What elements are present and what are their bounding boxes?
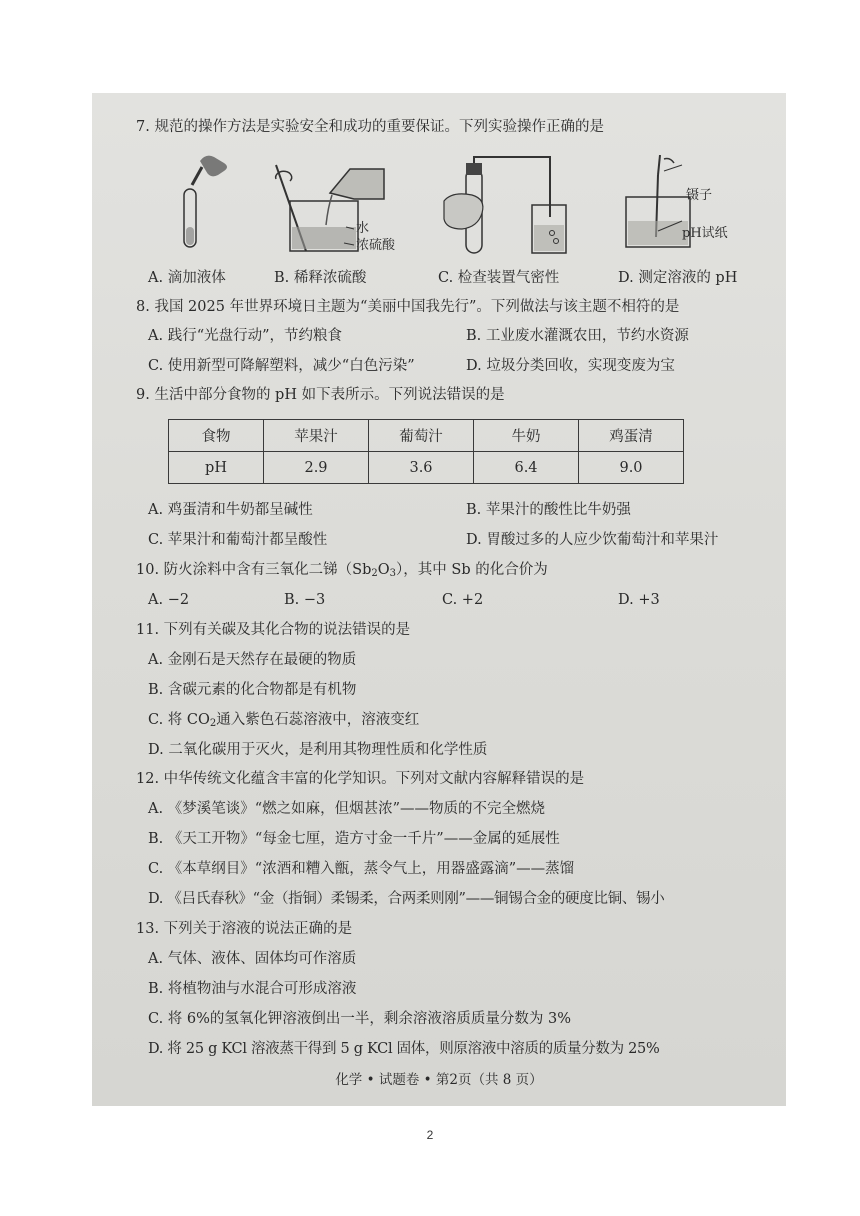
q9-option-d: D. 胃酸过多的人应少饮葡萄汁和苹果汁 <box>466 532 719 548</box>
q11-option-a: A. 金刚石是天然存在最硬的物质 <box>148 652 357 668</box>
label-tweezers: 镊子 <box>686 188 713 203</box>
q13-option-b: B. 将植物油与水混合可形成溶液 <box>148 981 357 997</box>
subscript: 2 <box>371 568 378 579</box>
exam-page-photo <box>92 93 786 1106</box>
subscript: 2 <box>209 718 217 729</box>
table-cell: 鸡蛋清 <box>579 420 684 452</box>
q13-option-d: D. 将 25 g KCl 溶液蒸干得到 5 g KCl 固体，则原溶液中溶质的质量分数为 25% <box>148 1041 660 1057</box>
figure-dropping-liquid <box>176 151 246 251</box>
label-water: 水 <box>356 221 370 236</box>
q10-stem-part: O <box>377 562 390 578</box>
q12-option-b: B. 《天工开物》“每金七厘，造方寸金一千片”——金属的延展性 <box>148 831 560 847</box>
table-cell: 牛奶 <box>474 420 579 452</box>
table-cell: 2.9 <box>264 452 369 484</box>
page-footer: 化学 • 试题卷 • 第2页（共 8 页） <box>335 1072 543 1088</box>
q7-option-b: B. 稀释浓硫酸 <box>274 270 367 286</box>
q11-option-c-part: C. 将 CO <box>148 712 210 728</box>
q10-option-a: A. −2 <box>148 592 190 608</box>
q10-option-d: D. +3 <box>618 592 660 608</box>
q9-option-c: C. 苹果汁和葡萄汁都呈酸性 <box>148 532 328 548</box>
q11-option-d: D. 二氧化碳用于灭火，是利用其物理性质和化学性质 <box>148 742 488 758</box>
table-header-row <box>169 420 684 452</box>
q10-option-c: C. +2 <box>442 592 484 608</box>
q11-option-c <box>148 711 419 729</box>
table-row <box>169 452 684 484</box>
q13-option-c: C. 将 6%的氢氧化钾溶液倒出一半，剩余溶液溶质质量分数为 3% <box>148 1011 572 1027</box>
q8-option-c: C. 使用新型可降解塑料，减少“白色污染” <box>148 358 415 374</box>
q12-stem: 12. 中华传统文化蕴含丰富的化学知识。下列对文献内容解释错误的是 <box>136 771 585 787</box>
q9-stem: 9. 生活中部分食物的 pH 如下表所示。下列说法错误的是 <box>136 387 505 403</box>
q11-stem: 11. 下列有关碳及其化合物的说法错误的是 <box>136 622 411 638</box>
figure-airtightness-check <box>440 155 568 259</box>
q9-option-b: B. 苹果汁的酸性比牛奶强 <box>466 502 631 518</box>
table-cell: 葡萄汁 <box>369 420 474 452</box>
table-cell: 6.4 <box>474 452 579 484</box>
q8-option-b: B. 工业废水灌溉农田，节约水资源 <box>466 328 689 344</box>
q9-option-a: A. 鸡蛋清和牛奶都呈碱性 <box>148 502 313 518</box>
q10-option-b: B. −3 <box>284 592 326 608</box>
table-cell: pH <box>169 452 264 484</box>
table-cell: 9.0 <box>579 452 684 484</box>
q10-stem <box>136 561 548 579</box>
q13-stem: 13. 下列关于溶液的说法正确的是 <box>136 921 353 937</box>
table-cell: 3.6 <box>369 452 474 484</box>
q10-stem-part: 10. 防火涂料中含有三氧化二锑（Sb <box>136 562 372 578</box>
q7-stem: 7. 规范的操作方法是实验安全和成功的重要保证。下列实验操作正确的是 <box>136 119 604 135</box>
table-cell: 苹果汁 <box>264 420 369 452</box>
label-conc-sulfuric-acid: 浓硫酸 <box>356 238 396 253</box>
q8-option-a: A. 践行“光盘行动”，节约粮食 <box>148 328 343 344</box>
page-number: 2 <box>426 1128 434 1142</box>
q7-option-d: D. 测定溶液的 pH <box>618 270 738 286</box>
q12-option-d: D. 《吕氏春秋》“金（指铜）柔锡柔，合两柔则刚”——铜锡合金的硬度比铜、锡小 <box>148 891 665 907</box>
label-ph-paper: pH试纸 <box>682 226 728 241</box>
q12-option-a: A. 《梦溪笔谈》“燃之如麻，但烟甚浓”——物质的不完全燃烧 <box>148 801 546 817</box>
q11-option-c-part: 通入紫色石蕊溶液中，溶液变红 <box>216 712 420 728</box>
q7-option-a: A. 滴加液体 <box>148 270 226 286</box>
food-ph-table <box>168 419 684 484</box>
q8-option-d: D. 垃圾分类回收，实现变废为宝 <box>466 358 675 374</box>
table-cell: 食物 <box>169 420 264 452</box>
subscript: 3 <box>389 568 397 579</box>
q7-option-c: C. 检查装置气密性 <box>438 270 560 286</box>
q11-option-b: B. 含碳元素的化合物都是有机物 <box>148 682 357 698</box>
q13-option-a: A. 气体、液体、固体均可作溶质 <box>148 951 357 967</box>
q10-stem-part: ），其中 Sb 的化合价为 <box>396 562 548 578</box>
q12-option-c: C. 《本草纲目》“浓酒和糟入甑，蒸令气上，用器盛露滴”——蒸馏 <box>148 861 575 877</box>
q8-stem: 8. 我国 2025 年世界环境日主题为“美丽中国我先行”。下列做法与该主题不相符的是 <box>136 299 680 315</box>
